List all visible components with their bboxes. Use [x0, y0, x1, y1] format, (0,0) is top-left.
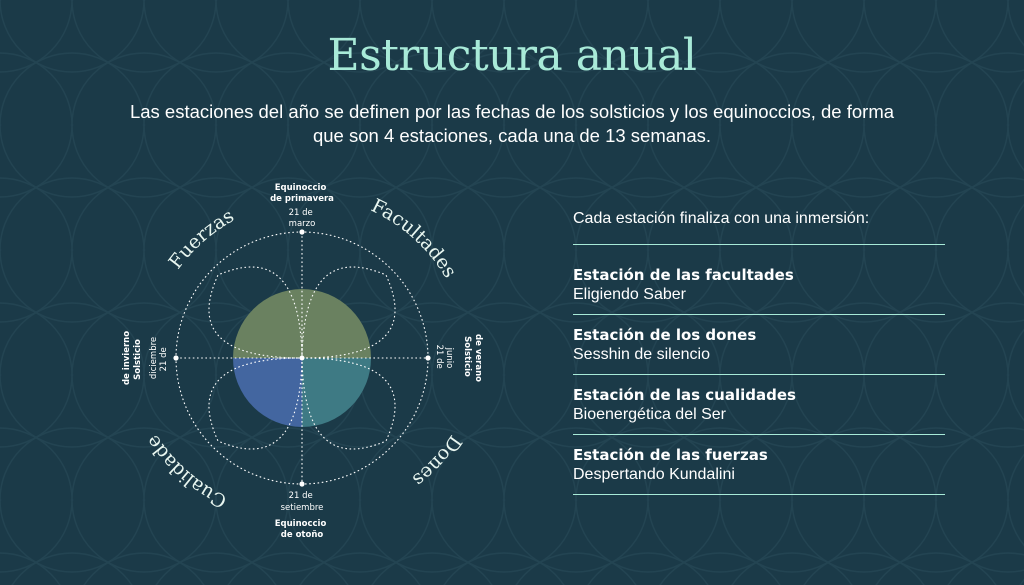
immersion-panel: [573, 210, 945, 495]
season-label-facultades: Facultades: [367, 194, 461, 282]
season-label-cualidades: Cualidade: [141, 430, 231, 513]
season-label-fuerzas: Fuerzas: [164, 204, 238, 274]
list-item: [573, 315, 945, 375]
page-subtitle: Las estaciones del año se definen por las fechas de los solsticios y los equinoccios, de forma que son 4 estaciones, cada una de 13 semanas.: [129, 101, 895, 146]
list-item: [573, 375, 945, 435]
left-event-label: Solsticio de invierno: [122, 330, 143, 386]
season-label-dones: Dones: [408, 431, 467, 492]
station-immersion: Bioenergética del Ser: [573, 406, 726, 423]
bottom-event-label: Equinoccio de otoño: [274, 519, 327, 540]
station-immersion: Sesshin de silencio: [573, 346, 710, 363]
station-name: Estación de los dones: [573, 326, 757, 344]
left-date-label: 21 de diciembre: [149, 336, 169, 380]
top-event-label: Equinoccio de primavera: [270, 183, 334, 204]
top-date-label: 21 de marzo: [288, 208, 316, 229]
autumn-quadrant: [302, 358, 371, 427]
marker-left: [173, 355, 178, 360]
panel-heading: Cada estación finaliza con una inmersión:: [573, 210, 945, 245]
page-title: Estructura anual: [327, 30, 697, 81]
station-name: Estación de las facultades: [573, 266, 794, 284]
station-immersion: Eligiendo Saber: [573, 286, 686, 303]
list-item: [573, 435, 945, 495]
season-wheel-diagram: [100, 170, 520, 550]
center-point: [300, 356, 305, 361]
bottom-date-label: 21 de setiembre: [280, 491, 324, 513]
list-item: [573, 255, 945, 315]
station-list: [573, 255, 945, 495]
station-immersion: Despertando Kundalini: [573, 466, 735, 483]
marker-top: [299, 229, 304, 234]
station-name: Estación de las cualidades: [573, 386, 796, 404]
marker-right: [425, 355, 430, 360]
station-name: Estación de las fuerzas: [573, 446, 768, 464]
winter-quadrant: [233, 358, 302, 427]
marker-bottom: [299, 481, 304, 486]
right-event-label: Solsticio de verano: [462, 334, 483, 382]
right-date-label: 21 de junio: [434, 344, 454, 369]
